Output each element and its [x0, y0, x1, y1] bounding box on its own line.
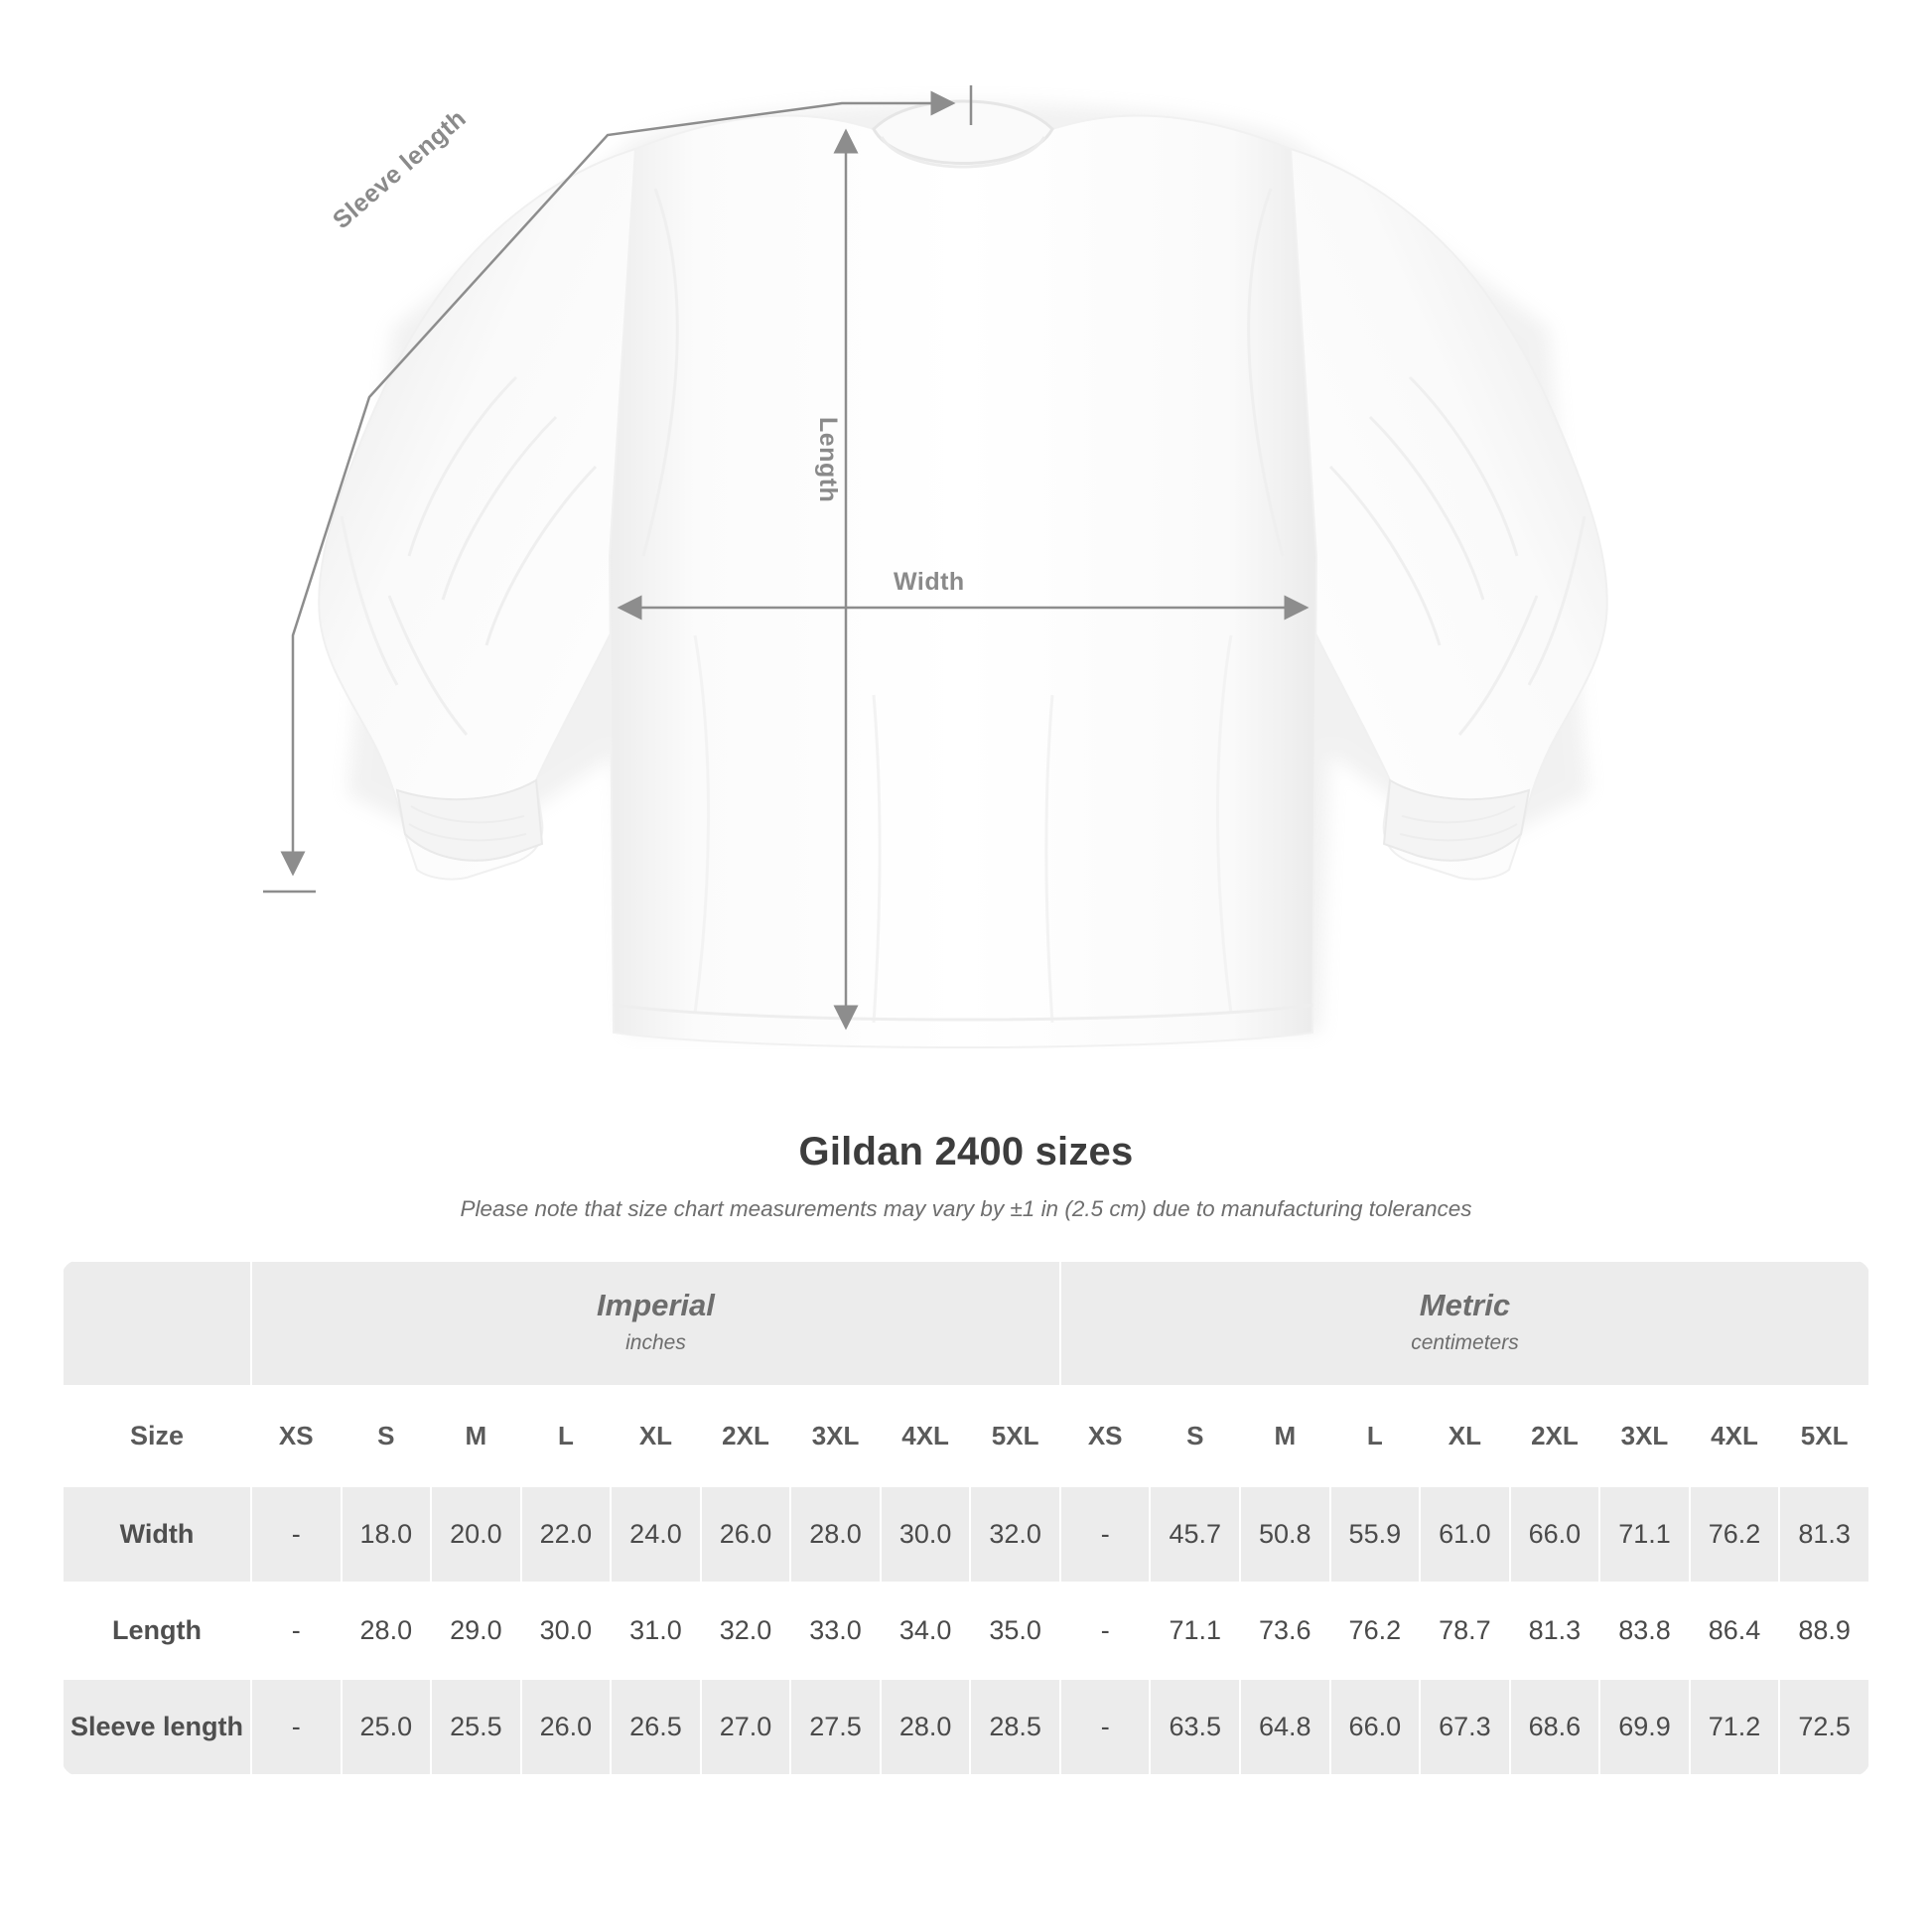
- size-header-imperial-xl: XL: [611, 1386, 701, 1486]
- cell-sleeve-imperial-2xl: 27.0: [701, 1679, 791, 1775]
- cell-sleeve-metric-m: 64.8: [1240, 1679, 1330, 1775]
- size-header-metric-m: M: [1240, 1386, 1330, 1486]
- cell-width-imperial-xs: -: [251, 1486, 342, 1583]
- unit-metric-sub: centimeters: [1411, 1331, 1519, 1354]
- cell-length-metric-2xl: 81.3: [1510, 1583, 1600, 1679]
- cell-width-metric-2xl: 66.0: [1510, 1486, 1600, 1583]
- size-header-imperial-2xl: 2XL: [701, 1386, 791, 1486]
- cell-width-metric-s: 45.7: [1150, 1486, 1240, 1583]
- row-label-length: Length: [63, 1583, 251, 1679]
- page-title: Gildan 2400 sizes: [798, 1130, 1134, 1173]
- cell-sleeve-imperial-xl: 26.5: [611, 1679, 701, 1775]
- size-header-imperial-s: S: [342, 1386, 432, 1486]
- cell-length-imperial-m: 29.0: [431, 1583, 521, 1679]
- cell-length-imperial-xs: -: [251, 1583, 342, 1679]
- size-header-row: [63, 1386, 1869, 1486]
- unit-header-metric: [1060, 1261, 1869, 1386]
- unit-imperial-sub: inches: [625, 1331, 686, 1354]
- cell-width-imperial-l: 22.0: [521, 1486, 612, 1583]
- unit-metric-name: Metric: [1419, 1288, 1511, 1322]
- cell-sleeve-metric-5xl: 72.5: [1779, 1679, 1869, 1775]
- size-header-imperial-3xl: 3XL: [790, 1386, 881, 1486]
- size-header-imperial-5xl: 5XL: [970, 1386, 1060, 1486]
- cell-length-metric-xs: -: [1060, 1583, 1151, 1679]
- cell-length-metric-5xl: 88.9: [1779, 1583, 1869, 1679]
- size-header-label: Size: [63, 1386, 251, 1486]
- cell-length-metric-xl: 78.7: [1420, 1583, 1510, 1679]
- cell-sleeve-imperial-xs: -: [251, 1679, 342, 1775]
- cell-length-imperial-s: 28.0: [342, 1583, 432, 1679]
- size-header-metric-xl: XL: [1420, 1386, 1510, 1486]
- cell-length-imperial-l: 30.0: [521, 1583, 612, 1679]
- cell-sleeve-imperial-3xl: 27.5: [790, 1679, 881, 1775]
- size-header-imperial-4xl: 4XL: [881, 1386, 971, 1486]
- size-header-imperial-xs: XS: [251, 1386, 342, 1486]
- size-header-imperial-l: L: [521, 1386, 612, 1486]
- cell-sleeve-imperial-m: 25.5: [431, 1679, 521, 1775]
- cell-width-imperial-s: 18.0: [342, 1486, 432, 1583]
- cell-width-metric-m: 50.8: [1240, 1486, 1330, 1583]
- size-table-wrapper: [62, 1260, 1870, 1776]
- cell-length-metric-4xl: 86.4: [1690, 1583, 1780, 1679]
- cell-sleeve-metric-l: 66.0: [1330, 1679, 1421, 1775]
- unit-imperial-name: Imperial: [597, 1288, 715, 1322]
- table-row: [63, 1679, 1869, 1775]
- cell-length-metric-s: 71.1: [1150, 1583, 1240, 1679]
- cell-width-metric-4xl: 76.2: [1690, 1486, 1780, 1583]
- title-block: [0, 1130, 1932, 1222]
- row-label-width: Width: [63, 1486, 251, 1583]
- cell-sleeve-imperial-l: 26.0: [521, 1679, 612, 1775]
- size-header-metric-4xl: 4XL: [1690, 1386, 1780, 1486]
- cell-width-imperial-5xl: 32.0: [970, 1486, 1060, 1583]
- cell-length-imperial-3xl: 33.0: [790, 1583, 881, 1679]
- size-header-imperial-m: M: [431, 1386, 521, 1486]
- cell-width-metric-5xl: 81.3: [1779, 1486, 1869, 1583]
- tolerance-note: Please note that size chart measurements may vary by ±1 in (2.5 cm) due to manufacturing tolerances: [460, 1196, 1472, 1221]
- table-row: [63, 1486, 1869, 1583]
- cell-sleeve-metric-4xl: 71.2: [1690, 1679, 1780, 1775]
- size-header-metric-s: S: [1150, 1386, 1240, 1486]
- unit-header-spacer: [63, 1261, 251, 1386]
- cell-sleeve-metric-2xl: 68.6: [1510, 1679, 1600, 1775]
- length-label: Length: [814, 417, 842, 503]
- unit-header-row: [63, 1261, 1869, 1386]
- cell-width-imperial-m: 20.0: [431, 1486, 521, 1583]
- width-label: Width: [894, 568, 965, 596]
- cell-sleeve-metric-3xl: 69.9: [1599, 1679, 1690, 1775]
- size-header-metric-3xl: 3XL: [1599, 1386, 1690, 1486]
- cell-sleeve-metric-xl: 67.3: [1420, 1679, 1510, 1775]
- cell-width-imperial-3xl: 28.0: [790, 1486, 881, 1583]
- size-header-metric-2xl: 2XL: [1510, 1386, 1600, 1486]
- cell-width-imperial-2xl: 26.0: [701, 1486, 791, 1583]
- cell-sleeve-metric-xs: -: [1060, 1679, 1151, 1775]
- table-row: [63, 1583, 1869, 1679]
- cell-width-metric-xs: -: [1060, 1486, 1151, 1583]
- cell-length-metric-3xl: 83.8: [1599, 1583, 1690, 1679]
- cell-length-metric-m: 73.6: [1240, 1583, 1330, 1679]
- cell-sleeve-imperial-s: 25.0: [342, 1679, 432, 1775]
- sleeve-length-label: Sleeve length: [328, 103, 472, 235]
- size-header-metric-l: L: [1330, 1386, 1421, 1486]
- row-label-sleeve-length: Sleeve length: [63, 1679, 251, 1775]
- cell-width-imperial-4xl: 30.0: [881, 1486, 971, 1583]
- size-header-metric-xs: XS: [1060, 1386, 1151, 1486]
- cell-sleeve-imperial-4xl: 28.0: [881, 1679, 971, 1775]
- cell-length-imperial-5xl: 35.0: [970, 1583, 1060, 1679]
- cell-width-metric-l: 55.9: [1330, 1486, 1421, 1583]
- cell-sleeve-imperial-5xl: 28.5: [970, 1679, 1060, 1775]
- cell-width-imperial-xl: 24.0: [611, 1486, 701, 1583]
- cell-length-imperial-xl: 31.0: [611, 1583, 701, 1679]
- cell-length-imperial-4xl: 34.0: [881, 1583, 971, 1679]
- size-table: [62, 1260, 1870, 1776]
- cell-width-metric-xl: 61.0: [1420, 1486, 1510, 1583]
- cell-length-imperial-2xl: 32.0: [701, 1583, 791, 1679]
- size-header-metric-5xl: 5XL: [1779, 1386, 1869, 1486]
- cell-width-metric-3xl: 71.1: [1599, 1486, 1690, 1583]
- cell-length-metric-l: 76.2: [1330, 1583, 1421, 1679]
- cell-sleeve-metric-s: 63.5: [1150, 1679, 1240, 1775]
- unit-header-imperial: [251, 1261, 1060, 1386]
